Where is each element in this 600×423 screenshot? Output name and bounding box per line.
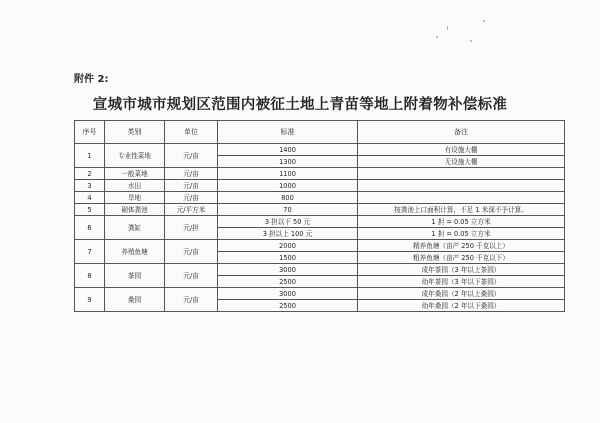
cell-standard: 2000 <box>218 240 358 252</box>
cell-category: 专业性菜地 <box>105 144 165 168</box>
cell-standard: 1000 <box>218 180 358 192</box>
header-notes: 备注 <box>358 121 565 144</box>
cell-note: 成年桑园（2 年以上桑园） <box>358 288 565 300</box>
cell-standard: 3 担以下 50 元 <box>218 216 358 228</box>
table-row <box>75 192 565 204</box>
scan-speck <box>470 40 472 42</box>
cell-note: 无设施大棚 <box>358 156 565 168</box>
cell-category: 粪缸 <box>105 216 165 240</box>
table-body <box>75 144 565 312</box>
cell-note: 1 担 = 0.05 立方米 <box>358 228 565 240</box>
cell-standard: 2500 <box>218 300 358 312</box>
table-row <box>75 216 565 228</box>
header-category: 类别 <box>105 121 165 144</box>
cell-no: 8 <box>75 264 105 288</box>
document-title: 宣城市城市规划区范围内被征土地上青苗等地上附着物补偿标准 <box>92 96 508 113</box>
cell-standard: 2500 <box>218 276 358 288</box>
cell-no: 5 <box>75 204 105 216</box>
table-row <box>75 288 565 300</box>
cell-note <box>358 180 565 192</box>
cell-standard: 1500 <box>218 252 358 264</box>
header-no: 序号 <box>75 121 105 144</box>
cell-note: 成年茶园（3 年以上茶园） <box>358 264 565 276</box>
cell-unit: 元/亩 <box>165 264 218 288</box>
cell-note <box>358 192 565 204</box>
cell-category: 旱地 <box>105 192 165 204</box>
cell-no: 9 <box>75 288 105 312</box>
cell-category: 养殖鱼塘 <box>105 240 165 264</box>
compensation-standard-table <box>74 120 565 312</box>
cell-unit: 元/担 <box>165 216 218 240</box>
cell-no: 2 <box>75 168 105 180</box>
table-row <box>75 204 565 216</box>
cell-standard: 1100 <box>218 168 358 180</box>
cell-standard: 1300 <box>218 156 358 168</box>
header-unit: 单位 <box>165 121 218 144</box>
cell-unit: 元/亩 <box>165 240 218 264</box>
cell-unit: 元/亩 <box>165 180 218 192</box>
cell-category: 砌体粪池 <box>105 204 165 216</box>
cell-note: 幼年桑园（2 年以下桑园） <box>358 300 565 312</box>
cell-standard: 3000 <box>218 264 358 276</box>
cell-category: 一般菜地 <box>105 168 165 180</box>
cell-note: 粗养鱼塘（亩产 250 千克以下） <box>358 252 565 264</box>
cell-note: 1 担 = 0.05 立方米 <box>358 216 565 228</box>
table-row <box>75 180 565 192</box>
cell-no: 4 <box>75 192 105 204</box>
cell-unit: 元/亩 <box>165 144 218 168</box>
cell-standard: 3 担以上 100 元 <box>218 228 358 240</box>
table-row <box>75 240 565 252</box>
table-row <box>75 168 565 180</box>
cell-no: 7 <box>75 240 105 264</box>
cell-note <box>358 168 565 180</box>
scan-speck <box>447 26 448 30</box>
cell-category: 茶园 <box>105 264 165 288</box>
cell-note: 精养鱼塘（亩产 250 千克以上） <box>358 240 565 252</box>
attachment-label: 附件 2: <box>74 74 109 85</box>
cell-unit: 元/亩 <box>165 192 218 204</box>
cell-standard: 800 <box>218 192 358 204</box>
cell-unit: 元/亩 <box>165 168 218 180</box>
cell-standard: 70 <box>218 204 358 216</box>
header-standard: 标准 <box>218 121 358 144</box>
cell-note: 按粪池上口面积计算，不足 1 米深不予计算。 <box>358 204 565 216</box>
table-header-row <box>75 121 565 144</box>
cell-no: 6 <box>75 216 105 240</box>
cell-no: 1 <box>75 144 105 168</box>
cell-note: 有设施大棚 <box>358 144 565 156</box>
cell-category: 桑园 <box>105 288 165 312</box>
cell-category: 水田 <box>105 180 165 192</box>
cell-unit: 元/平方米 <box>165 204 218 216</box>
scan-speck <box>436 36 438 38</box>
cell-standard: 3000 <box>218 288 358 300</box>
cell-no: 3 <box>75 180 105 192</box>
scan-speck <box>483 20 485 22</box>
table-row <box>75 264 565 276</box>
cell-unit: 元/亩 <box>165 288 218 312</box>
table-row <box>75 144 565 156</box>
cell-note: 幼年茶园（3 年以下茶园） <box>358 276 565 288</box>
cell-standard: 1400 <box>218 144 358 156</box>
